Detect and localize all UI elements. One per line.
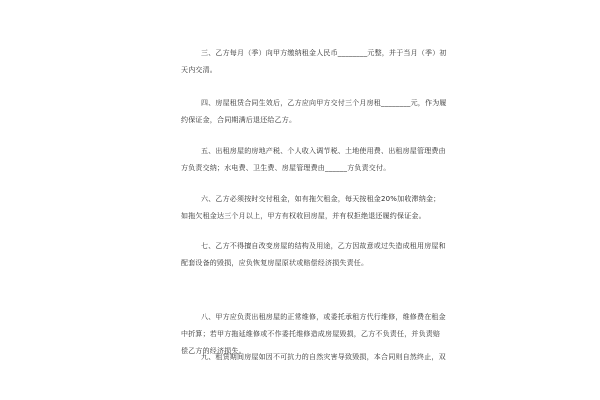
clause-line: 偿乙方的经济损失。 [181, 347, 246, 355]
clause-structure-use [181, 238, 446, 272]
clause-line: 三、乙方每月（季）向甲方缴纳租金人民币________元整，并于当月（季）初 [201, 49, 447, 57]
clause-line: 方负责交纳；水电费、卫生费、房屋管理费由______方负责交付。 [181, 164, 391, 172]
clause-line: 五、出租房屋的房地产税、个人收入调节税、土地使用费、出租房屋管理费由 [201, 147, 446, 155]
clause-rent-payment [181, 45, 447, 79]
clause-force-majeure [181, 349, 446, 366]
clause-deposit [181, 95, 447, 129]
clause-line: 天内交清。 [181, 66, 217, 74]
clause-late-payment [181, 191, 441, 225]
clause-line: 如拖欠租金达三个月以上，甲方有权收回房屋，并有权拒绝退还履约保证金。 [181, 212, 426, 220]
clause-line: 九、租赁期间房屋如因不可抗力的自然灾害导致毁损，本合同则自然终止，双 [201, 353, 446, 361]
clause-line: 六、乙方必须按时交付租金，如有拖欠租金，每天按租金20%加收滞纳金； [201, 195, 441, 203]
clause-line: 四、房屋租赁合同生效后，乙方应向甲方交付三个月房租________元，作为履 [201, 99, 447, 107]
clause-line: 七、乙方不得擅自改变房屋的结构及用途，乙方因故意或过失造成租用房屋和 [201, 242, 446, 250]
clause-taxes-fees [181, 143, 446, 177]
clause-line: 约保证金，合同期满后退还给乙方。 [181, 116, 297, 124]
clause-line: 中折算；若甲方拖延维修或不作委托维修造成房屋毁损，乙方不负责任，并负责赔 [181, 330, 441, 338]
clause-line: 配套设备的毁损，应负恢复房屋原状或赔偿经济损失责任。 [181, 259, 369, 267]
clause-line: 八、甲方应负责出租房屋的正常维修，或委托承租方代行维修，维修费在租金 [201, 313, 446, 321]
